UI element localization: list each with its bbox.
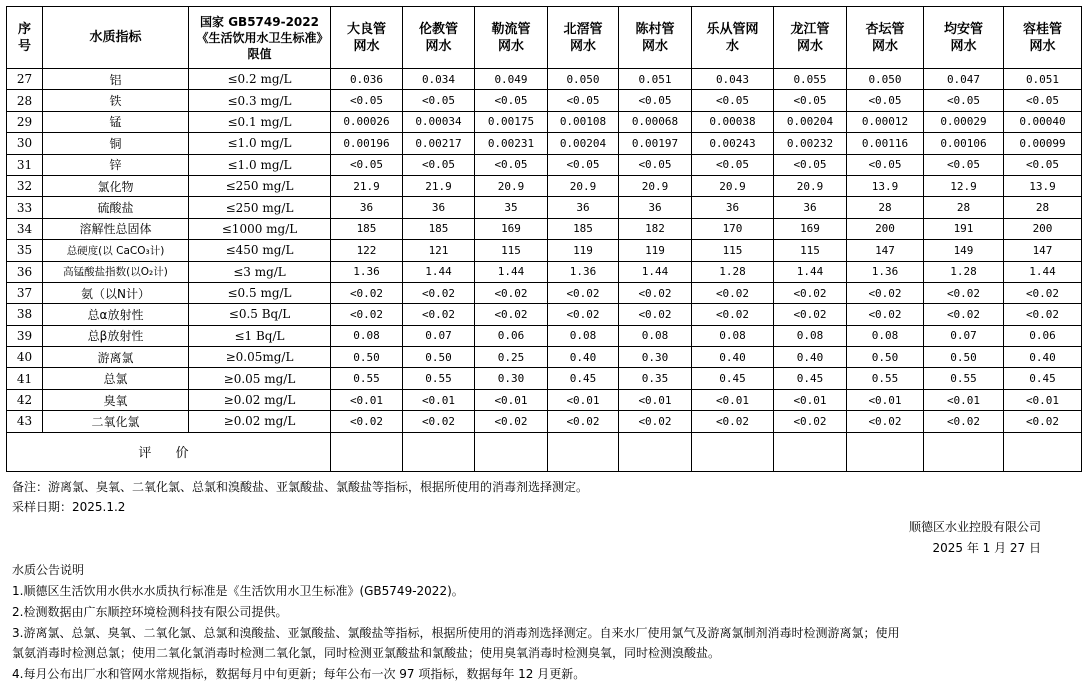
measured-value: 0.06	[1004, 325, 1082, 346]
report-date: 2025 年 1 月 27 日	[932, 541, 1041, 555]
evaluation-cell	[331, 432, 403, 471]
measured-value: <0.02	[847, 282, 924, 303]
measured-value: 0.40	[774, 347, 847, 368]
measured-value: <0.02	[331, 304, 403, 325]
header-standard: 国家 GB5749-2022《生活饮用水卫生标准》限值	[189, 7, 331, 69]
measured-value: 0.07	[924, 325, 1004, 346]
measured-value: 0.08	[847, 325, 924, 346]
measured-value: <0.02	[774, 304, 847, 325]
measured-value: <0.05	[847, 154, 924, 175]
indicator-name: 二氧化氯	[43, 411, 189, 432]
measured-value: <0.05	[692, 154, 774, 175]
table-row	[7, 368, 1082, 389]
standard-limit: ≥0.05 mg/L	[189, 368, 331, 389]
row-number: 36	[7, 261, 43, 282]
table-body	[7, 69, 1082, 472]
measured-value: <0.05	[774, 90, 847, 111]
measured-value: <0.05	[475, 90, 548, 111]
company-name: 顺德区水业控股有限公司	[908, 520, 1041, 534]
measured-value: 0.55	[924, 368, 1004, 389]
measured-value: <0.05	[774, 154, 847, 175]
measured-value: 0.40	[548, 347, 619, 368]
measured-value: 0.00217	[403, 133, 475, 154]
measured-value: 0.00026	[331, 111, 403, 132]
table-row	[7, 111, 1082, 132]
header-site: 乐从管网水	[692, 7, 774, 69]
measured-value: 0.050	[548, 69, 619, 90]
measured-value: 170	[692, 218, 774, 239]
table-row	[7, 389, 1082, 410]
measured-value: <0.05	[331, 154, 403, 175]
measured-value: 1.36	[331, 261, 403, 282]
table-row	[7, 240, 1082, 261]
measured-value: <0.02	[1004, 304, 1082, 325]
evaluation-row	[7, 432, 1082, 471]
measured-value: <0.02	[475, 411, 548, 432]
measured-value: 0.00204	[774, 111, 847, 132]
indicator-name: 总氯	[43, 368, 189, 389]
measured-value: <0.01	[331, 389, 403, 410]
indicator-name: 臭氧	[43, 389, 189, 410]
measured-value: <0.02	[475, 282, 548, 303]
measured-value: 0.00232	[774, 133, 847, 154]
table-row	[7, 154, 1082, 175]
measured-value: 0.051	[1004, 69, 1082, 90]
measured-value: <0.05	[331, 90, 403, 111]
measured-value: 13.9	[847, 175, 924, 196]
notice-title: 水质公告说明	[12, 563, 85, 577]
measured-value: <0.05	[847, 90, 924, 111]
table-row	[7, 133, 1082, 154]
measured-value: 20.9	[774, 175, 847, 196]
measured-value: 115	[692, 240, 774, 261]
measured-value: 200	[1004, 218, 1082, 239]
measured-value: 35	[475, 197, 548, 218]
standard-limit: ≤1.0 mg/L	[189, 154, 331, 175]
evaluation-cell	[475, 432, 548, 471]
standard-limit: ≤0.1 mg/L	[189, 111, 331, 132]
indicator-name: 高锰酸盐指数(以O₂计)	[43, 261, 189, 282]
indicator-name: 总β放射性	[43, 325, 189, 346]
measured-value: 169	[475, 218, 548, 239]
measured-value: 147	[847, 240, 924, 261]
header-site: 伦教管网水	[403, 7, 475, 69]
measured-value: <0.01	[847, 389, 924, 410]
measured-value: <0.01	[924, 389, 1004, 410]
measured-value: <0.05	[1004, 90, 1082, 111]
measured-value: <0.05	[619, 90, 692, 111]
measured-value: 28	[1004, 197, 1082, 218]
measured-value: 119	[619, 240, 692, 261]
measured-value: 0.00108	[548, 111, 619, 132]
measured-value: <0.02	[692, 411, 774, 432]
standard-limit: ≥0.05mg/L	[189, 347, 331, 368]
measured-value: 0.036	[331, 69, 403, 90]
measured-value: 0.25	[475, 347, 548, 368]
table-header-row	[7, 7, 1082, 69]
measured-value: <0.02	[924, 411, 1004, 432]
measured-value: 115	[475, 240, 548, 261]
measured-value: 1.44	[1004, 261, 1082, 282]
measured-value: 1.44	[774, 261, 847, 282]
row-number: 39	[7, 325, 43, 346]
row-number: 31	[7, 154, 43, 175]
measured-value: 1.44	[475, 261, 548, 282]
row-number: 28	[7, 90, 43, 111]
measured-value: 0.50	[403, 347, 475, 368]
measured-value: 122	[331, 240, 403, 261]
measured-value: 0.40	[692, 347, 774, 368]
measured-value: <0.02	[847, 304, 924, 325]
row-number: 33	[7, 197, 43, 218]
measured-value: <0.02	[331, 282, 403, 303]
row-number: 27	[7, 69, 43, 90]
table-row	[7, 282, 1082, 303]
measured-value: 0.50	[847, 347, 924, 368]
measured-value: 0.050	[847, 69, 924, 90]
indicator-name: 游离氯	[43, 347, 189, 368]
standard-limit: ≤0.5 mg/L	[189, 282, 331, 303]
measured-value: 200	[847, 218, 924, 239]
measured-value: 0.00040	[1004, 111, 1082, 132]
measured-value: <0.01	[692, 389, 774, 410]
notice-item: 2.检测数据由广东顺控环境检测科技有限公司提供。	[12, 605, 288, 619]
measured-value: <0.02	[924, 304, 1004, 325]
indicator-name: 铁	[43, 90, 189, 111]
standard-limit: ≤0.3 mg/L	[189, 90, 331, 111]
measured-value: <0.02	[619, 411, 692, 432]
measured-value: 0.55	[847, 368, 924, 389]
indicator-name: 总硬度(以 CaCO₃计)	[43, 240, 189, 261]
measured-value: <0.05	[475, 154, 548, 175]
evaluation-cell	[548, 432, 619, 471]
measured-value: 0.00029	[924, 111, 1004, 132]
table-row	[7, 197, 1082, 218]
indicator-name: 锰	[43, 111, 189, 132]
measured-value: <0.01	[475, 389, 548, 410]
measured-value: <0.02	[619, 282, 692, 303]
measured-value: <0.02	[619, 304, 692, 325]
measured-value: 12.9	[924, 175, 1004, 196]
measured-value: 169	[774, 218, 847, 239]
measured-value: 21.9	[331, 175, 403, 196]
standard-limit: ≤0.5 Bq/L	[189, 304, 331, 325]
measured-value: 121	[403, 240, 475, 261]
standard-limit: ≥0.02 mg/L	[189, 389, 331, 410]
measured-value: <0.05	[692, 90, 774, 111]
measured-value: 0.00204	[548, 133, 619, 154]
measured-value: 0.40	[1004, 347, 1082, 368]
table-row	[7, 90, 1082, 111]
notice-item: 氯氨消毒时检测总氯；使用二氧化氯消毒时检测二氧化氯，同时检测亚氯酸盐和氯酸盐；使用臭氧消毒时检测臭氧，同时检测溴酸盐。	[12, 646, 721, 660]
measured-value: 0.00243	[692, 133, 774, 154]
indicator-name: 溶解性总固体	[43, 218, 189, 239]
measured-value: 0.07	[403, 325, 475, 346]
measured-value: 0.45	[548, 368, 619, 389]
notice-item: 3.游离氯、总氯、臭氧、二氧化氯、总氯和溴酸盐、亚氯酸盐、氯酸盐等指标，根据所使用的消毒剂选择测定。自来水厂使用氯气及游离氯制剂消毒时检测游离氯；使用	[12, 626, 900, 640]
measured-value: 20.9	[475, 175, 548, 196]
evaluation-cell	[403, 432, 475, 471]
evaluation-label: 评 价	[7, 432, 331, 471]
evaluation-cell	[619, 432, 692, 471]
measured-value: 191	[924, 218, 1004, 239]
measured-value: 13.9	[1004, 175, 1082, 196]
measured-value: 36	[692, 197, 774, 218]
measured-value: 0.06	[475, 325, 548, 346]
row-number: 34	[7, 218, 43, 239]
measured-value: 21.9	[403, 175, 475, 196]
measured-value: 1.36	[548, 261, 619, 282]
measured-value: 115	[774, 240, 847, 261]
measured-value: 119	[548, 240, 619, 261]
evaluation-cell	[774, 432, 847, 471]
measured-value: 0.00038	[692, 111, 774, 132]
measured-value: 0.051	[619, 69, 692, 90]
measured-value: <0.05	[548, 90, 619, 111]
measured-value: <0.05	[403, 90, 475, 111]
measured-value: 0.043	[692, 69, 774, 90]
measured-value: 36	[331, 197, 403, 218]
header-site: 勒流管网水	[475, 7, 548, 69]
measured-value: <0.05	[1004, 154, 1082, 175]
standard-limit: ≤1.0 mg/L	[189, 133, 331, 154]
measured-value: <0.02	[403, 411, 475, 432]
header-site: 龙江管网水	[774, 7, 847, 69]
table-row	[7, 325, 1082, 346]
measured-value: 0.08	[619, 325, 692, 346]
measured-value: 0.55	[331, 368, 403, 389]
row-number: 29	[7, 111, 43, 132]
measured-value: 0.08	[692, 325, 774, 346]
standard-limit: ≥0.02 mg/L	[189, 411, 331, 432]
measured-value: 0.45	[774, 368, 847, 389]
measured-value: 20.9	[692, 175, 774, 196]
measured-value: 1.28	[692, 261, 774, 282]
header-site: 大良管网水	[331, 7, 403, 69]
notice-item: 1.顺德区生活饮用水供水水质执行标准是《生活饮用水卫生标准》(GB5749-2022)。	[12, 584, 464, 598]
measured-value: 147	[1004, 240, 1082, 261]
measured-value: 28	[847, 197, 924, 218]
row-number: 32	[7, 175, 43, 196]
measured-value: <0.01	[403, 389, 475, 410]
header-site: 陈村管网水	[619, 7, 692, 69]
measured-value: 20.9	[548, 175, 619, 196]
measured-value: 0.00099	[1004, 133, 1082, 154]
measured-value: 1.44	[619, 261, 692, 282]
measured-value: <0.05	[548, 154, 619, 175]
indicator-name: 铝	[43, 69, 189, 90]
measured-value: <0.02	[774, 282, 847, 303]
indicator-name: 硫酸盐	[43, 197, 189, 218]
measured-value: 0.30	[475, 368, 548, 389]
header-site: 容桂管网水	[1004, 7, 1082, 69]
evaluation-cell	[847, 432, 924, 471]
row-number: 37	[7, 282, 43, 303]
measured-value: 0.08	[774, 325, 847, 346]
measured-value: 0.034	[403, 69, 475, 90]
measured-value: 36	[774, 197, 847, 218]
measured-value: 0.35	[619, 368, 692, 389]
measured-value: 0.30	[619, 347, 692, 368]
measured-value: 0.08	[331, 325, 403, 346]
header-seq: 序号	[7, 7, 43, 69]
measured-value: 36	[403, 197, 475, 218]
measured-value: <0.02	[924, 282, 1004, 303]
standard-limit: ≤1 Bq/L	[189, 325, 331, 346]
measured-value: 0.45	[692, 368, 774, 389]
table-row	[7, 261, 1082, 282]
measured-value: 0.00068	[619, 111, 692, 132]
measured-value: <0.01	[619, 389, 692, 410]
measured-value: <0.02	[847, 411, 924, 432]
measured-value: <0.01	[774, 389, 847, 410]
measured-value: 36	[548, 197, 619, 218]
measured-value: 149	[924, 240, 1004, 261]
measured-value: 0.00175	[475, 111, 548, 132]
measured-value: 20.9	[619, 175, 692, 196]
row-number: 35	[7, 240, 43, 261]
sampling-date: 采样日期：2025.1.2	[12, 500, 126, 514]
measured-value: <0.02	[331, 411, 403, 432]
evaluation-cell	[924, 432, 1004, 471]
measured-value: 0.55	[403, 368, 475, 389]
table-row	[7, 411, 1082, 432]
measured-value: <0.01	[1004, 389, 1082, 410]
measured-value: 0.50	[924, 347, 1004, 368]
table-row	[7, 69, 1082, 90]
measured-value: 36	[619, 197, 692, 218]
measured-value: <0.02	[1004, 411, 1082, 432]
table-row	[7, 175, 1082, 196]
measured-value: 0.055	[774, 69, 847, 90]
standard-limit: ≤0.2 mg/L	[189, 69, 331, 90]
measured-value: 0.00106	[924, 133, 1004, 154]
header-site: 北滘管网水	[548, 7, 619, 69]
measured-value: 0.00231	[475, 133, 548, 154]
standard-limit: ≤3 mg/L	[189, 261, 331, 282]
row-number: 42	[7, 389, 43, 410]
measured-value: <0.02	[774, 411, 847, 432]
measured-value: <0.02	[475, 304, 548, 325]
measured-value: 1.44	[403, 261, 475, 282]
table-row	[7, 218, 1082, 239]
measured-value: 0.047	[924, 69, 1004, 90]
measured-value: 185	[403, 218, 475, 239]
measured-value: <0.02	[548, 304, 619, 325]
measured-value: 0.049	[475, 69, 548, 90]
row-number: 38	[7, 304, 43, 325]
measured-value: 1.28	[924, 261, 1004, 282]
measured-value: 0.50	[331, 347, 403, 368]
measured-value: <0.05	[924, 154, 1004, 175]
row-number: 41	[7, 368, 43, 389]
measured-value: <0.02	[403, 304, 475, 325]
measured-value: <0.01	[548, 389, 619, 410]
evaluation-cell	[692, 432, 774, 471]
standard-limit: ≤450 mg/L	[189, 240, 331, 261]
measured-value: 1.36	[847, 261, 924, 282]
indicator-name: 氨（以N计）	[43, 282, 189, 303]
water-quality-table	[6, 6, 1082, 472]
measured-value: 28	[924, 197, 1004, 218]
measured-value: 0.45	[1004, 368, 1082, 389]
standard-limit: ≤1000 mg/L	[189, 218, 331, 239]
measured-value: 182	[619, 218, 692, 239]
header-site: 均安管网水	[924, 7, 1004, 69]
indicator-name: 铜	[43, 133, 189, 154]
measured-value: 0.00034	[403, 111, 475, 132]
indicator-name: 氯化物	[43, 175, 189, 196]
indicator-name: 锌	[43, 154, 189, 175]
measured-value: <0.05	[924, 90, 1004, 111]
measured-value: 185	[548, 218, 619, 239]
measured-value: <0.02	[692, 282, 774, 303]
measured-value: <0.02	[548, 282, 619, 303]
measured-value: 0.00197	[619, 133, 692, 154]
header-indicator: 水质指标	[43, 7, 189, 69]
row-number: 40	[7, 347, 43, 368]
measured-value: 0.00196	[331, 133, 403, 154]
measured-value: <0.02	[548, 411, 619, 432]
row-number: 30	[7, 133, 43, 154]
notice-item: 4.每月公布出厂水和管网水常规指标，数据每月中旬更新；每年公布一次 97 项指标，数据每年 12 月更新。	[12, 667, 586, 681]
measured-value: 185	[331, 218, 403, 239]
evaluation-cell	[1004, 432, 1082, 471]
measured-value: <0.02	[1004, 282, 1082, 303]
measured-value: <0.05	[619, 154, 692, 175]
table-row	[7, 304, 1082, 325]
standard-limit: ≤250 mg/L	[189, 175, 331, 196]
measured-value: <0.02	[403, 282, 475, 303]
table-row	[7, 347, 1082, 368]
measured-value: 0.08	[548, 325, 619, 346]
measured-value: <0.05	[403, 154, 475, 175]
measured-value: 0.00116	[847, 133, 924, 154]
remark-note: 备注：游离氯、臭氧、二氧化氯、总氯和溴酸盐、亚氯酸盐、氯酸盐等指标，根据所使用的消毒剂选择测定。	[12, 480, 589, 494]
header-site: 杏坛管网水	[847, 7, 924, 69]
indicator-name: 总α放射性	[43, 304, 189, 325]
measured-value: <0.02	[692, 304, 774, 325]
standard-limit: ≤250 mg/L	[189, 197, 331, 218]
row-number: 43	[7, 411, 43, 432]
measured-value: 0.00012	[847, 111, 924, 132]
